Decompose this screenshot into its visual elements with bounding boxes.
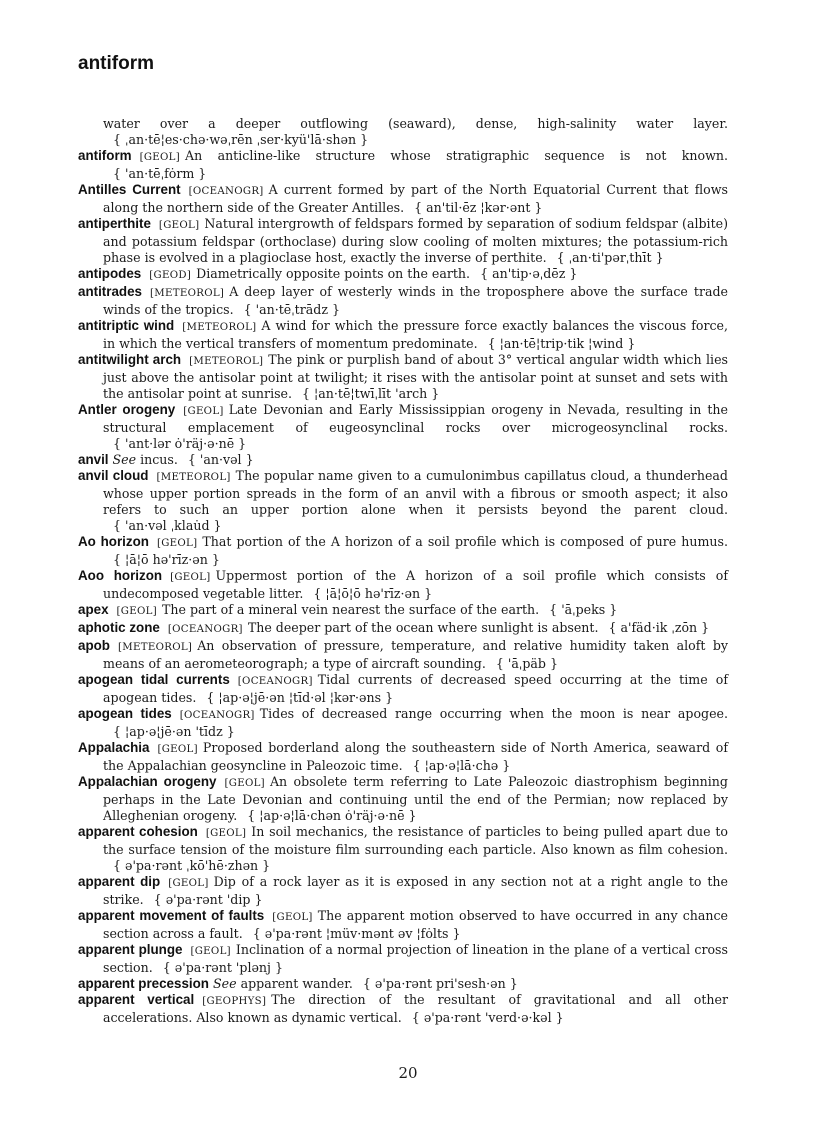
entry-pronunciation: { ¦ap·ə¦jē·ən 'tīdz } xyxy=(113,724,235,739)
entry-definition: An observation of pressure, temperature, and relative humidity taken aloft by means of an aerometeorograph; a type of aircraft sounding. xyxy=(103,638,728,671)
entry-pronunciation: { an'til·ēz ¦kər·ənt } xyxy=(414,200,543,215)
entry-term: antiform xyxy=(78,148,132,163)
entry-definition: A current formed by part of the North Equatorial Current that flows along the northern side of the Greater Antilles. xyxy=(103,182,728,215)
entry-definition: apparent wander. xyxy=(240,976,353,991)
dictionary-entry xyxy=(78,942,728,976)
dictionary-entry xyxy=(78,824,728,874)
entry-pronunciation: { ˌan·tē¦es·chə·wəˌrēn ˌser·kyü'lā·shən } xyxy=(113,132,369,147)
dictionary-entry xyxy=(78,468,728,534)
entry-definition: An obsolete term referring to Late Paleozoic diastrophism beginning perhaps in the Late Devonian and continuing until the end of the Permian; now replaced by Alleghenian orogeny. xyxy=(103,774,728,823)
entry-pronunciation: { ¦ā¦ō¦ō hə'rīz·ən } xyxy=(313,586,433,601)
dictionary-entry xyxy=(78,774,728,824)
dictionary-entry xyxy=(78,284,728,318)
entry-pronunciation: { ə'pa·rənt ¦müv·mənt əv ¦fȯlts } xyxy=(252,926,461,941)
entry-see-reference: See xyxy=(213,976,237,991)
entry-term: apparent plunge xyxy=(78,942,183,957)
entry-field-label: [GEOL] xyxy=(224,778,265,789)
entry-field-label: [METEOROL] xyxy=(150,288,225,299)
dictionary-entry xyxy=(78,992,728,1026)
dictionary-entry xyxy=(78,740,728,774)
dictionary-entry xyxy=(78,620,728,638)
entry-term: apex xyxy=(78,602,109,617)
entry-term: apparent movement of faults xyxy=(78,908,265,923)
dictionary-entry xyxy=(78,402,728,452)
entry-list xyxy=(78,116,728,1026)
dictionary-entry xyxy=(78,602,728,620)
entry-field-label: [OCEANOGR] xyxy=(237,676,313,687)
dictionary-entry xyxy=(78,352,728,402)
entry-definition: The popular name given to a cumulonimbus capillatus cloud, a thunderhead whose upper portion spreads in the form of an anvil with a fibrous or smooth aspect; it also refers to such an upper portion alone when it persists beyond the parent cloud. xyxy=(103,468,728,517)
entry-pronunciation: { ə'pa·rənt 'dip } xyxy=(153,892,263,907)
entry-pronunciation: { ˌan·ti'pərˌthīt } xyxy=(556,250,664,265)
dictionary-entry xyxy=(78,318,728,352)
entry-definition: The pink or purplish band of about 3° vertical angular width which lies just above the antisolar point at twilight; it rises with the antisolar point at sunset and sets with the antisolar point at sunrise. xyxy=(103,352,728,401)
entry-pronunciation: { 'an·tēˌtrādz } xyxy=(243,302,340,317)
entry-definition: The part of a mineral vein nearest the surface of the earth. xyxy=(161,602,540,617)
entry-definition: The apparent motion observed to have occurred in any chance section across a fault. xyxy=(103,908,729,941)
entry-definition: Natural intergrowth of feldspars formed by separation of sodium feldspar (albite) and potassium feldspar (orthoclase) during slow cooling of molten mixtures; the potassium-rich phase is evolved in a plagioclase host, exactly the inverse of perthite. xyxy=(103,216,728,265)
dictionary-entry xyxy=(78,672,728,706)
entry-term: antiperthite xyxy=(78,216,151,231)
entry-field-label: [GEOL] xyxy=(272,912,313,923)
entry-term: aphotic zone xyxy=(78,620,160,635)
dictionary-entry xyxy=(78,638,728,672)
entry-field-label: [GEOL] xyxy=(190,946,231,957)
entry-definition: That portion of the A horizon of a soil profile which is composed of pure humus. xyxy=(202,534,728,549)
entry-field-label: [OCEANOGR] xyxy=(179,710,255,721)
entry-term: apparent dip xyxy=(78,874,161,889)
entry-definition: An anticline-like structure whose stratigraphic sequence is not known. xyxy=(185,148,728,163)
entry-pronunciation: { ¦ap·ə¦lā·chə } xyxy=(412,758,511,773)
entry-definition: Late Devonian and Early Mississippian orogeny in Nevada, resulting in the structural emplacement of eugeosynclinal rocks over microgeosynclinal rocks. xyxy=(103,402,729,435)
entry-field-label: [GEOL] xyxy=(168,878,209,889)
entry-pronunciation: { ¦an·tē¦trip·tik ¦wind } xyxy=(487,336,636,351)
entry-pronunciation: { a'fäd·ik ˌzōn } xyxy=(608,620,710,635)
entry-field-label: [OCEANOGR] xyxy=(167,624,243,635)
entry-pronunciation: { 'an·vəl ˌklau̇d } xyxy=(113,518,222,533)
entry-pronunciation: { ¦ap·ə¦jē·ən ¦tīd·əl ¦kər·əns } xyxy=(206,690,394,705)
entry-pronunciation: { 'āˌpäb } xyxy=(495,656,558,671)
entry-field-label: [METEOROL] xyxy=(189,356,264,367)
entry-term: Appalachian orogeny xyxy=(78,774,217,789)
entry-field-label: [GEOL] xyxy=(116,606,157,617)
entry-term: apparent precession xyxy=(78,976,209,991)
continued-entry xyxy=(78,116,728,148)
dictionary-entry xyxy=(78,266,728,284)
entry-definition: In soil mechanics, the resistance of particles to being pulled apart due to the surface tension of the moisture film surrounding each particle. Also known as film cohesion. xyxy=(103,824,728,857)
dictionary-entry xyxy=(78,452,728,468)
entry-pronunciation: { ə'pa·rənt pri'sesh·ən } xyxy=(362,976,518,991)
entry-pronunciation: { ¦ap·ə¦lā·chən ȯ'räj·ə·nē } xyxy=(247,808,417,823)
entry-definition: A deep layer of westerly winds in the troposphere above the surface trade winds of the tropics. xyxy=(103,284,728,317)
entry-term: apob xyxy=(78,638,110,653)
entry-definition: The direction of the resultant of gravitational and all other accelerations. Also known as dynamic vertical. xyxy=(103,992,728,1025)
entry-field-label: [GEOL] xyxy=(139,152,181,163)
entry-field-label: [GEOL] xyxy=(170,572,211,583)
entry-term: anvil cloud xyxy=(78,468,149,483)
entry-definition: Dip of a rock layer as it is exposed in any section not at a right angle to the strike. xyxy=(103,874,728,907)
dictionary-entry xyxy=(78,568,728,602)
entry-term: Appalachia xyxy=(78,740,150,755)
entry-pronunciation: { ə'pa·rənt ˌkō'hē·zhən } xyxy=(113,858,271,873)
entry-field-label: [METEOROL] xyxy=(182,322,257,333)
entry-field-label: [GEOL] xyxy=(205,828,247,839)
entry-term: antitrades xyxy=(78,284,142,299)
entry-definition: water over a deeper outflowing (seaward), dense, high-salinity water layer. xyxy=(103,116,728,131)
entry-container xyxy=(78,148,728,1026)
dictionary-entry xyxy=(78,874,728,908)
entry-pronunciation: { ə'pa·rənt 'verd·ə·kəl } xyxy=(411,1010,564,1025)
dictionary-entry xyxy=(78,182,728,216)
entry-term: Antilles Current xyxy=(78,182,181,197)
entry-term: apparent cohesion xyxy=(78,824,198,839)
dictionary-entry xyxy=(78,216,728,266)
entry-definition: Uppermost portion of the A horizon of a soil profile which consists of undecomposed vegetable litter. xyxy=(103,568,728,601)
entry-field-label: [GEOPHYS] xyxy=(202,996,267,1007)
entry-pronunciation: { ¦ā¦ō hə'rīz·ən } xyxy=(113,552,220,567)
entry-field-label: [GEOL] xyxy=(156,538,198,549)
entry-term: Antler orogeny xyxy=(78,402,176,417)
dictionary-entry xyxy=(78,706,728,740)
entry-definition: Diametrically opposite points on the earth. xyxy=(196,266,471,281)
entry-definition: The deeper part of the ocean where sunlight is absent. xyxy=(247,620,599,635)
entry-field-label: [OCEANOGR] xyxy=(188,186,264,197)
entry-term: Aoo horizon xyxy=(78,568,163,583)
dictionary-entry xyxy=(78,908,728,942)
running-head: antiform xyxy=(78,53,154,74)
entry-term: apparent vertical xyxy=(78,992,195,1007)
entry-term: Ao horizon xyxy=(78,534,149,549)
entry-field-label: [GEOD] xyxy=(149,270,192,281)
entry-pronunciation: { 'an·vəl } xyxy=(187,452,254,467)
entry-definition: A wind for which the pressure force exactly balances the viscous force, in which the vertical transfers of momentum predominate. xyxy=(103,318,728,351)
entry-term: antitriptic wind xyxy=(78,318,175,333)
entry-definition: Tides of decreased range occurring when the moon is near apogee. xyxy=(259,706,728,721)
entry-see-reference: See xyxy=(112,452,137,467)
entry-pronunciation: { 'ant·lər ȯ'räj·ə·nē } xyxy=(113,436,247,451)
entry-pronunciation: { ə'pa·rənt 'plənj } xyxy=(162,960,283,975)
entry-definition: Proposed borderland along the southeastern side of North America, seaward of the Appalachian geosyncline in Paleozoic time. xyxy=(103,740,728,773)
page-number: 20 xyxy=(398,1064,418,1082)
entry-term: antipodes xyxy=(78,266,142,281)
entry-definition: incus. xyxy=(140,452,178,467)
entry-field-label: [GEOL] xyxy=(183,406,224,417)
dictionary-entry xyxy=(78,148,728,182)
entry-pronunciation: { ¦an·tē¦twīˌlīt 'arch } xyxy=(302,386,440,401)
entry-term: apogean tidal currents xyxy=(78,672,230,687)
dictionary-entry xyxy=(78,976,728,992)
entry-definition: Inclination of a normal projection of lineation in the plane of a vertical cross section. xyxy=(103,942,728,975)
entry-field-label: [METEOROL] xyxy=(156,472,231,483)
entry-pronunciation: { 'an·tēˌfȯrm } xyxy=(113,166,207,181)
entry-term: anvil xyxy=(78,452,109,467)
entry-field-label: [GEOL] xyxy=(158,220,200,231)
entry-term: apogean tides xyxy=(78,706,172,721)
dictionary-entry xyxy=(78,534,728,568)
entry-term: antitwilight arch xyxy=(78,352,182,367)
entry-field-label: [METEOROL] xyxy=(118,642,193,653)
entry-pronunciation: { 'āˌpeks } xyxy=(549,602,618,617)
entry-definition: Tidal currents of decreased speed occurring at the time of apogean tides. xyxy=(103,672,728,705)
entry-pronunciation: { an'tip·əˌdēz } xyxy=(480,266,578,281)
entry-field-label: [GEOL] xyxy=(157,744,198,755)
